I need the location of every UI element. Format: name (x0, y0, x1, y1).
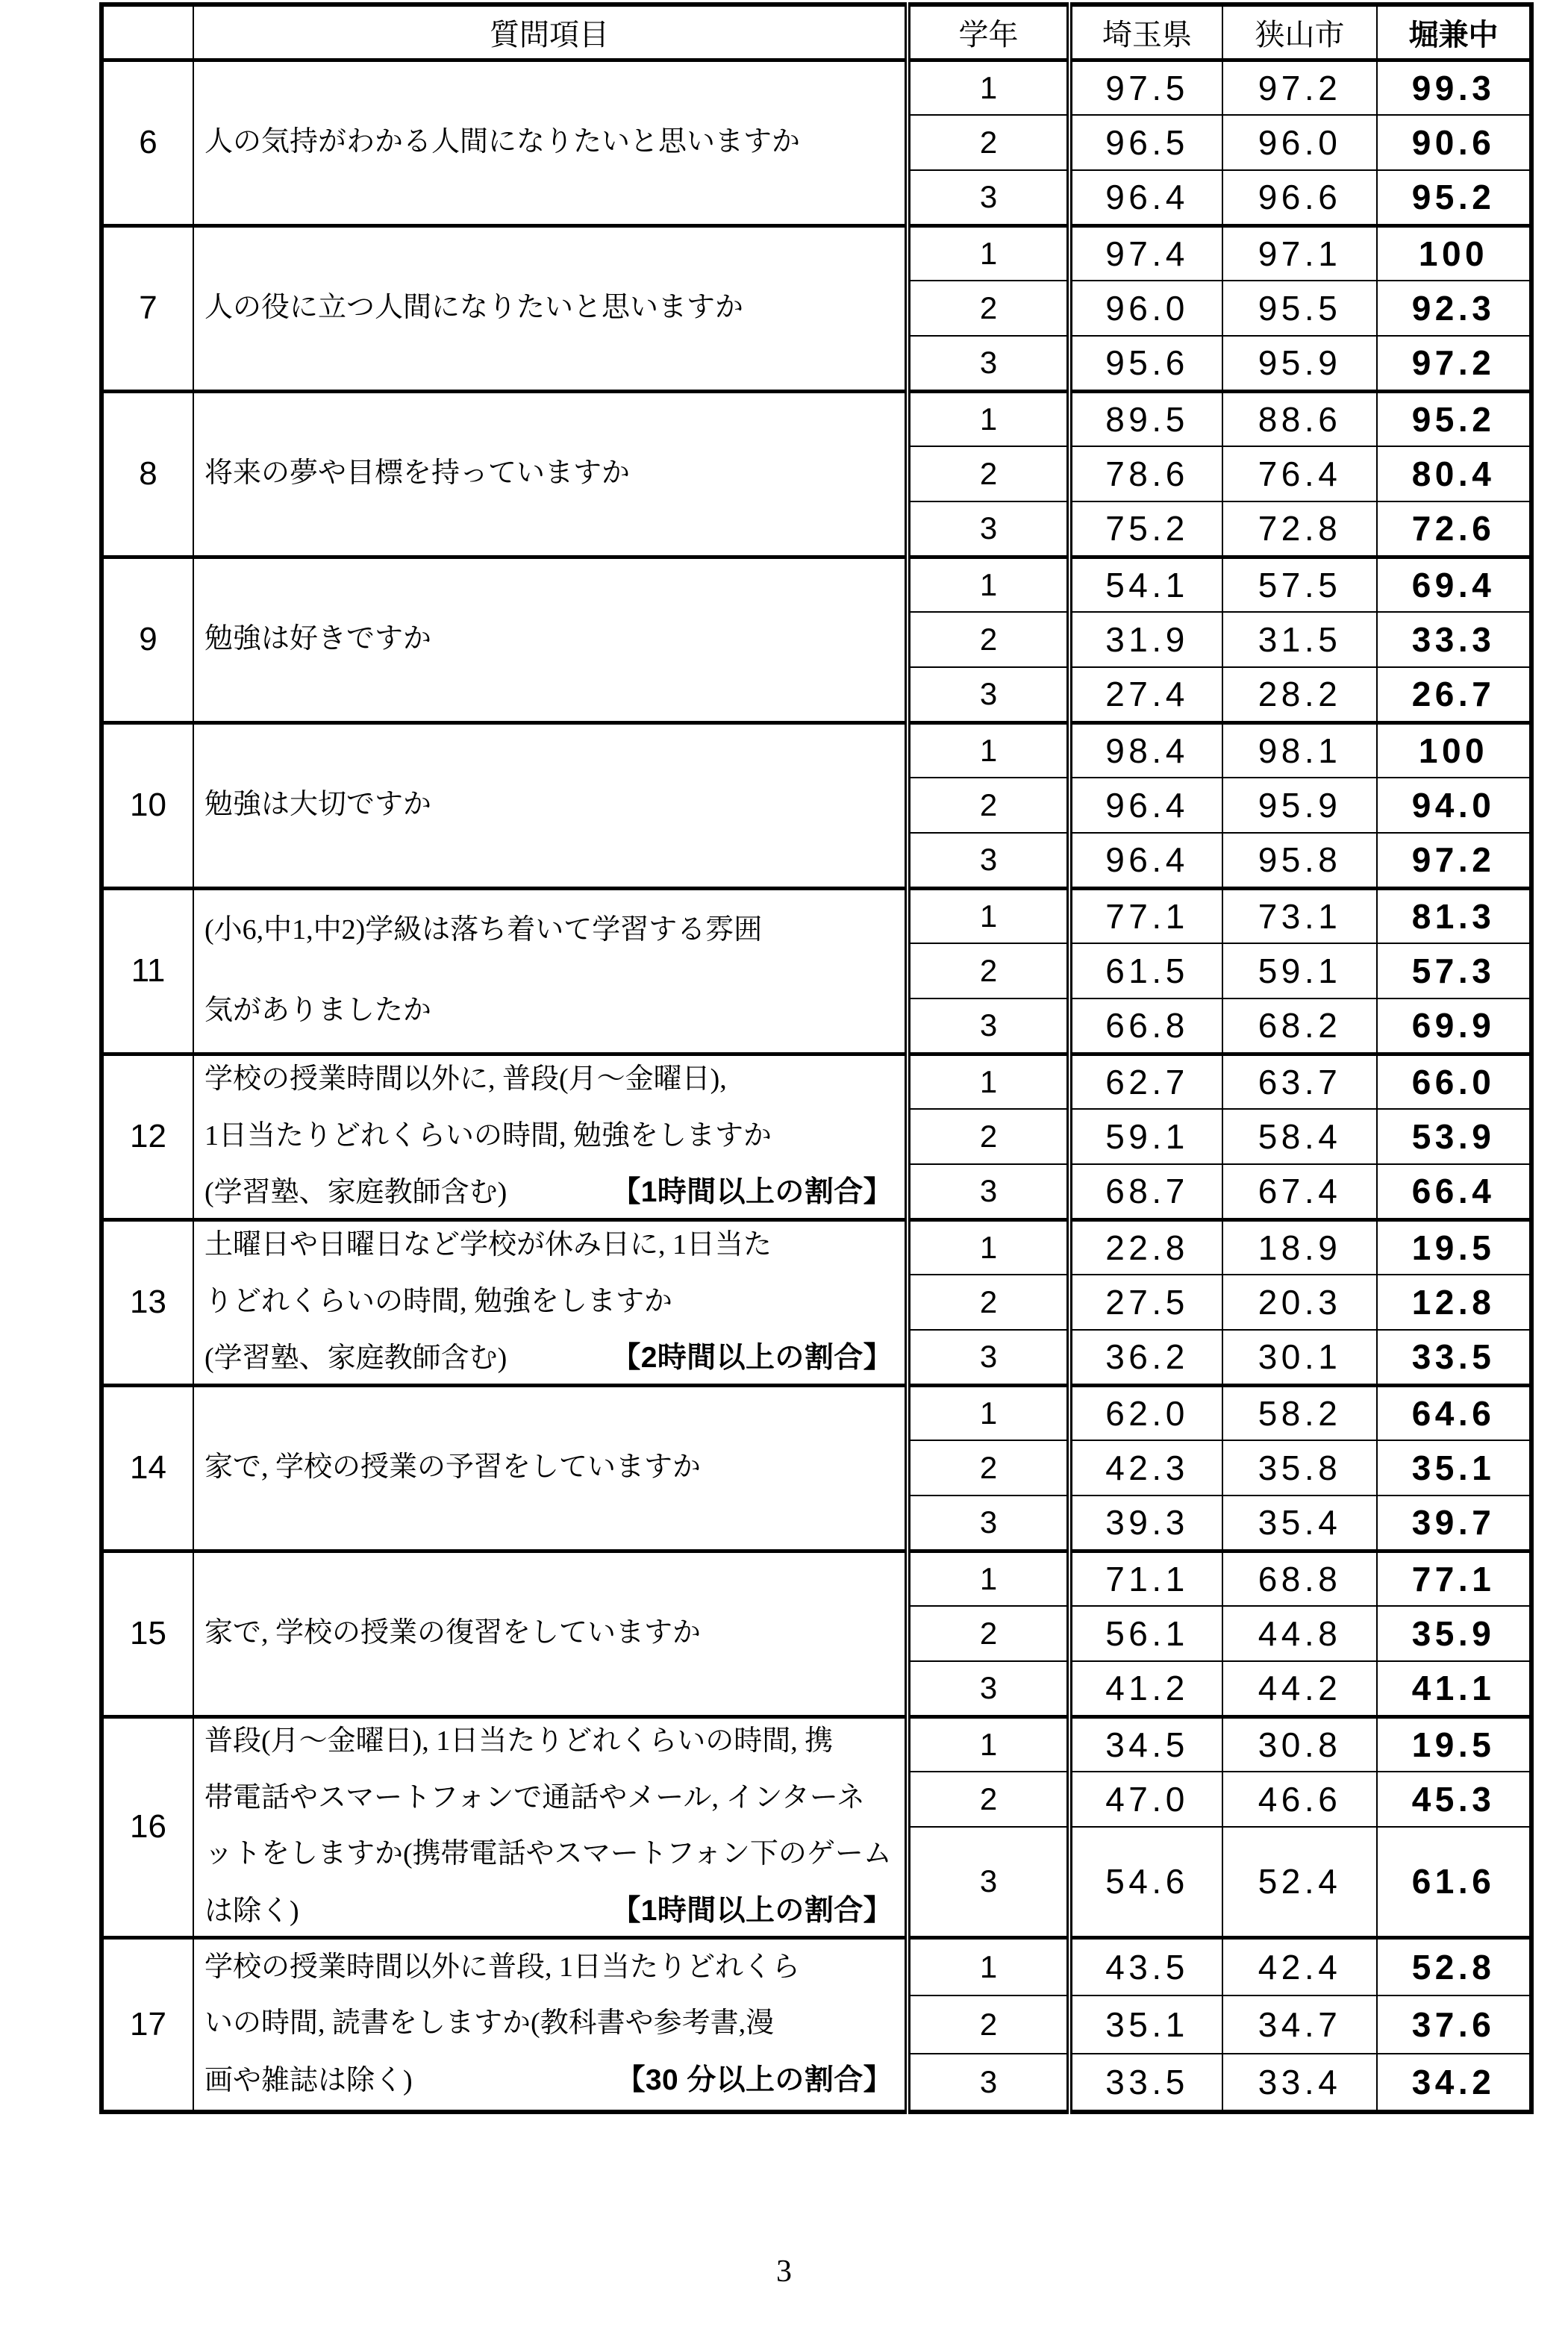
grade-cell: 3 (908, 336, 1069, 391)
question-text (193, 60, 908, 225)
value-cell-horigane: 94.0 (1377, 778, 1531, 833)
value-cell-saitama: 54.1 (1069, 557, 1222, 612)
grade-cell: 2 (908, 1772, 1069, 1827)
value-cell-saitama: 42.3 (1069, 1440, 1222, 1496)
table-row (101, 391, 1531, 446)
value-cell-saitama: 39.3 (1069, 1496, 1222, 1551)
value-cell-horigane: 12.8 (1377, 1275, 1531, 1330)
value-cell-horigane: 61.6 (1377, 1827, 1531, 1937)
table-row (101, 557, 1531, 612)
value-cell-sayama: 68.2 (1222, 998, 1377, 1054)
grade-cell: 1 (908, 1937, 1069, 1995)
question-text (193, 1937, 908, 2112)
value-cell-sayama: 95.8 (1222, 833, 1377, 888)
grade-cell: 2 (908, 1109, 1069, 1164)
header-question: 質問項目 (193, 4, 908, 60)
value-cell-sayama: 18.9 (1222, 1219, 1377, 1275)
value-cell-sayama: 97.1 (1222, 225, 1377, 281)
value-cell-horigane: 92.3 (1377, 281, 1531, 336)
value-cell-horigane: 37.6 (1377, 1995, 1531, 2054)
value-cell-sayama: 58.4 (1222, 1109, 1377, 1164)
question-number: 17 (101, 1937, 193, 2112)
question-line: 勉強は好きですか (204, 623, 432, 655)
grade-cell: 1 (908, 1054, 1069, 1109)
question-text (193, 888, 908, 1054)
value-cell-sayama: 95.9 (1222, 778, 1377, 833)
value-cell-horigane: 66.0 (1377, 1054, 1531, 1109)
table-row (101, 60, 1531, 115)
value-cell-horigane: 99.3 (1377, 60, 1531, 115)
value-cell-saitama: 96.5 (1069, 115, 1222, 170)
table-row (101, 1054, 1531, 1109)
question-number: 15 (101, 1551, 193, 1716)
value-cell-saitama: 98.4 (1069, 722, 1222, 778)
question-number: 9 (101, 557, 193, 722)
question-line (204, 1341, 893, 1376)
value-cell-horigane: 100 (1377, 722, 1531, 778)
grade-cell: 3 (908, 998, 1069, 1054)
value-cell-horigane: 34.2 (1377, 2054, 1531, 2112)
table-row (101, 1551, 1531, 1606)
value-cell-saitama: 34.5 (1069, 1716, 1222, 1772)
value-cell-saitama: 97.5 (1069, 60, 1222, 115)
question-tail-bold: 【1時間以上の割合】 (611, 1894, 893, 1927)
question-line (204, 2063, 893, 2098)
value-cell-saitama: 71.1 (1069, 1551, 1222, 1606)
table-row (101, 888, 1531, 943)
question-number: 11 (101, 888, 193, 1054)
grade-cell: 1 (908, 1385, 1069, 1440)
grade-cell: 3 (908, 833, 1069, 888)
question-line: りどれくらいの時間, 勉強をしますか (204, 1285, 673, 1317)
grade-cell: 3 (908, 667, 1069, 722)
question-line: 人の気持がわかる人間になりたいと思いますか (204, 126, 801, 158)
grade-cell: 1 (908, 1219, 1069, 1275)
question-line: (小6,中1,中2)学級は落ち着いて学習する雰囲 (204, 914, 763, 946)
value-cell-saitama: 22.8 (1069, 1219, 1222, 1275)
question-line: 人の役に立つ人間になりたいと思いますか (204, 292, 744, 324)
table-header-row (101, 4, 1531, 60)
value-cell-saitama: 54.6 (1069, 1827, 1222, 1937)
header-sayama: 狭山市 (1222, 4, 1377, 60)
grade-cell: 2 (908, 1995, 1069, 2054)
question-line: 家で, 学校の授業の復習をしていますか (204, 1617, 702, 1649)
grade-cell: 3 (908, 170, 1069, 225)
value-cell-sayama: 42.4 (1222, 1937, 1377, 1995)
table-row (101, 722, 1531, 778)
value-cell-sayama: 34.7 (1222, 1995, 1377, 2054)
value-cell-saitama: 36.2 (1069, 1330, 1222, 1385)
question-text (193, 722, 908, 888)
question-text (193, 1551, 908, 1716)
question-text (193, 1716, 908, 1937)
grade-cell: 2 (908, 446, 1069, 501)
value-cell-sayama: 20.3 (1222, 1275, 1377, 1330)
value-cell-saitama: 95.6 (1069, 336, 1222, 391)
value-cell-horigane: 97.2 (1377, 336, 1531, 391)
value-cell-horigane: 64.6 (1377, 1385, 1531, 1440)
grade-cell: 2 (908, 115, 1069, 170)
value-cell-saitama: 43.5 (1069, 1937, 1222, 1995)
value-cell-sayama: 96.6 (1222, 170, 1377, 225)
question-line: 家で, 学校の授業の予習をしていますか (204, 1451, 702, 1484)
question-text (193, 557, 908, 722)
question-line (204, 1894, 893, 1929)
grade-cell: 1 (908, 888, 1069, 943)
value-cell-horigane: 39.7 (1377, 1496, 1531, 1551)
value-cell-sayama: 46.6 (1222, 1772, 1377, 1827)
value-cell-sayama: 97.2 (1222, 60, 1377, 115)
value-cell-horigane: 95.2 (1377, 391, 1531, 446)
question-line: 普段(月～金曜日), 1日当たりどれくらいの時間, 携 (204, 1725, 834, 1757)
header-corner (101, 4, 193, 60)
value-cell-horigane: 100 (1377, 225, 1531, 281)
question-number: 10 (101, 722, 193, 888)
table-row (101, 1937, 1531, 1995)
table-row (101, 1219, 1531, 1275)
question-number: 13 (101, 1219, 193, 1385)
value-cell-saitama: 89.5 (1069, 391, 1222, 446)
value-cell-sayama: 57.5 (1222, 557, 1377, 612)
value-cell-saitama: 61.5 (1069, 943, 1222, 998)
value-cell-saitama: 96.4 (1069, 833, 1222, 888)
table-body (101, 60, 1531, 2112)
value-cell-horigane: 72.6 (1377, 501, 1531, 557)
grade-cell: 2 (908, 943, 1069, 998)
question-number: 16 (101, 1716, 193, 1937)
value-cell-saitama: 59.1 (1069, 1109, 1222, 1164)
grade-cell: 3 (908, 2054, 1069, 2112)
value-cell-sayama: 44.2 (1222, 1661, 1377, 1716)
grade-cell: 1 (908, 225, 1069, 281)
value-cell-horigane: 97.2 (1377, 833, 1531, 888)
value-cell-saitama: 27.5 (1069, 1275, 1222, 1330)
value-cell-horigane: 19.5 (1377, 1219, 1531, 1275)
value-cell-sayama: 96.0 (1222, 115, 1377, 170)
question-line: 勉強は大切ですか (204, 789, 432, 821)
grade-cell: 2 (908, 281, 1069, 336)
value-cell-horigane: 69.9 (1377, 998, 1531, 1054)
value-cell-sayama: 31.5 (1222, 612, 1377, 667)
value-cell-sayama: 30.1 (1222, 1330, 1377, 1385)
value-cell-horigane: 35.9 (1377, 1606, 1531, 1661)
question-text (193, 225, 908, 391)
value-cell-sayama: 95.9 (1222, 336, 1377, 391)
question-number: 12 (101, 1054, 193, 1219)
value-cell-horigane: 90.6 (1377, 115, 1531, 170)
grade-cell: 3 (908, 1496, 1069, 1551)
value-cell-saitama: 27.4 (1069, 667, 1222, 722)
value-cell-horigane: 26.7 (1377, 667, 1531, 722)
grade-cell: 2 (908, 1440, 1069, 1496)
value-cell-saitama: 62.7 (1069, 1054, 1222, 1109)
grade-cell: 3 (908, 501, 1069, 557)
value-cell-horigane: 69.4 (1377, 557, 1531, 612)
question-tail-bold: 【30 分以上の割合】 (616, 2063, 893, 2096)
value-cell-sayama: 35.4 (1222, 1496, 1377, 1551)
question-line: 1日当たりどれくらいの時間, 勉強をしますか (204, 1119, 772, 1151)
grade-cell: 3 (908, 1827, 1069, 1937)
value-cell-sayama: 35.8 (1222, 1440, 1377, 1496)
table-row (101, 225, 1531, 281)
value-cell-horigane: 33.3 (1377, 612, 1531, 667)
question-line: 帯電話やスマートフォンで通話やメール, インターネ (204, 1781, 866, 1813)
value-cell-horigane: 81.3 (1377, 888, 1531, 943)
value-cell-horigane: 77.1 (1377, 1551, 1531, 1606)
grade-cell: 2 (908, 612, 1069, 667)
value-cell-sayama: 72.8 (1222, 501, 1377, 557)
question-line: 気がありましたか (204, 995, 432, 1026)
value-cell-sayama: 30.8 (1222, 1716, 1377, 1772)
value-cell-sayama: 44.8 (1222, 1606, 1377, 1661)
value-cell-saitama: 33.5 (1069, 2054, 1222, 2112)
value-cell-saitama: 96.0 (1069, 281, 1222, 336)
question-text (193, 1054, 908, 1219)
value-cell-sayama: 28.2 (1222, 667, 1377, 722)
table-row (101, 1716, 1531, 1772)
value-cell-sayama: 59.1 (1222, 943, 1377, 998)
value-cell-horigane: 57.3 (1377, 943, 1531, 998)
header-saitama: 埼玉県 (1069, 4, 1222, 60)
grade-cell: 3 (908, 1164, 1069, 1219)
value-cell-sayama: 88.6 (1222, 391, 1377, 446)
value-cell-sayama: 67.4 (1222, 1164, 1377, 1219)
value-cell-horigane: 80.4 (1377, 446, 1531, 501)
question-tail-plain: 画や雑誌は除く) (204, 2064, 413, 2096)
value-cell-saitama: 41.2 (1069, 1661, 1222, 1716)
grade-cell: 2 (908, 1275, 1069, 1330)
value-cell-sayama: 95.5 (1222, 281, 1377, 336)
value-cell-horigane: 33.5 (1377, 1330, 1531, 1385)
value-cell-horigane: 95.2 (1377, 170, 1531, 225)
question-line: 将来の夢や目標を持っていますか (204, 457, 631, 490)
value-cell-saitama: 66.8 (1069, 998, 1222, 1054)
grade-cell: 3 (908, 1661, 1069, 1716)
survey-results-table (99, 2, 1534, 2114)
value-cell-saitama: 56.1 (1069, 1606, 1222, 1661)
question-text (193, 1385, 908, 1551)
header-grade: 学年 (908, 4, 1069, 60)
value-cell-sayama: 68.8 (1222, 1551, 1377, 1606)
value-cell-saitama: 96.4 (1069, 778, 1222, 833)
question-line: いの時間, 読書をしますか(教科書や参考書,漫 (204, 2007, 775, 2040)
value-cell-saitama: 96.4 (1069, 170, 1222, 225)
table-row (101, 1385, 1531, 1440)
value-cell-sayama: 52.4 (1222, 1827, 1377, 1937)
value-cell-sayama: 73.1 (1222, 888, 1377, 943)
question-line: 土曜日や日曜日など学校が休み日に, 1日当た (204, 1229, 772, 1260)
header-horigane: 堀兼中 (1377, 4, 1531, 60)
question-number: 8 (101, 391, 193, 557)
grade-cell: 1 (908, 1551, 1069, 1606)
question-tail-bold: 【2時間以上の割合】 (611, 1342, 893, 1375)
grade-cell: 3 (908, 1330, 1069, 1385)
question-tail-plain: (学習塾、家庭教師含む) (204, 1343, 507, 1375)
value-cell-saitama: 35.1 (1069, 1995, 1222, 2054)
grade-cell: 1 (908, 1716, 1069, 1772)
question-tail-bold: 【1時間以上の割合】 (611, 1176, 893, 1209)
value-cell-saitama: 62.0 (1069, 1385, 1222, 1440)
page-number: 3 (776, 2254, 792, 2289)
question-line: 学校の授業時間以外に普段, 1日当たりどれくら (204, 1951, 801, 1983)
question-tail-plain: は除く) (204, 1895, 299, 1927)
value-cell-horigane: 53.9 (1377, 1109, 1531, 1164)
value-cell-horigane: 45.3 (1377, 1772, 1531, 1827)
value-cell-horigane: 52.8 (1377, 1937, 1531, 1995)
grade-cell: 1 (908, 60, 1069, 115)
question-line: ットをしますか(携帯電話やスマートフォン下のゲーム (204, 1838, 892, 1870)
value-cell-sayama: 63.7 (1222, 1054, 1377, 1109)
grade-cell: 2 (908, 778, 1069, 833)
value-cell-saitama: 31.9 (1069, 612, 1222, 667)
question-line: 学校の授業時間以外に, 普段(月～金曜日), (204, 1063, 727, 1095)
grade-cell: 1 (908, 391, 1069, 446)
value-cell-saitama: 68.7 (1069, 1164, 1222, 1219)
value-cell-horigane: 66.4 (1377, 1164, 1531, 1219)
value-cell-sayama: 98.1 (1222, 722, 1377, 778)
value-cell-horigane: 19.5 (1377, 1716, 1531, 1772)
value-cell-horigane: 35.1 (1377, 1440, 1531, 1496)
question-number: 14 (101, 1385, 193, 1551)
grade-cell: 1 (908, 722, 1069, 778)
question-line (204, 1175, 893, 1210)
value-cell-saitama: 78.6 (1069, 446, 1222, 501)
value-cell-saitama: 77.1 (1069, 888, 1222, 943)
question-number: 7 (101, 225, 193, 391)
question-tail-plain: (学習塾、家庭教師含む) (204, 1177, 507, 1209)
value-cell-sayama: 58.2 (1222, 1385, 1377, 1440)
value-cell-saitama: 75.2 (1069, 501, 1222, 557)
value-cell-saitama: 47.0 (1069, 1772, 1222, 1827)
grade-cell: 2 (908, 1606, 1069, 1661)
question-text (193, 391, 908, 557)
question-number: 6 (101, 60, 193, 225)
value-cell-horigane: 41.1 (1377, 1661, 1531, 1716)
grade-cell: 1 (908, 557, 1069, 612)
value-cell-saitama: 97.4 (1069, 225, 1222, 281)
value-cell-sayama: 33.4 (1222, 2054, 1377, 2112)
question-text (193, 1219, 908, 1385)
value-cell-sayama: 76.4 (1222, 446, 1377, 501)
